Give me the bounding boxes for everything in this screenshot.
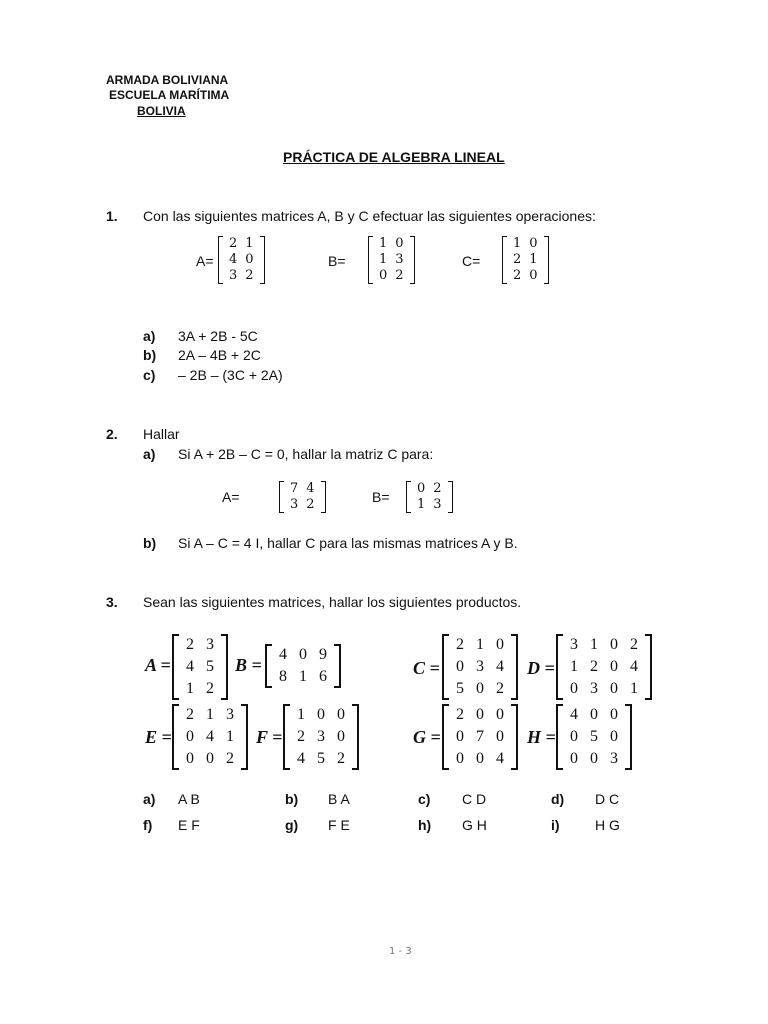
problem-1-text: Con las siguientes matrices A, B y C efectuar las siguientes operaciones:	[143, 208, 596, 224]
product-label: d)	[551, 791, 565, 807]
matrix-row	[375, 268, 408, 284]
matrix-cell: 0	[456, 750, 464, 767]
matrix-cell: 2	[395, 268, 404, 283]
matrix-cell: 8	[279, 668, 287, 685]
matrix-cell: 2	[496, 680, 504, 697]
matrix-row	[450, 704, 510, 726]
matrix-cell: 4	[186, 658, 194, 675]
matrix-cell: 0	[570, 728, 578, 745]
matrix-row	[413, 481, 446, 497]
matrix-cell: 0	[299, 646, 307, 663]
matrix-cell: 1	[513, 236, 522, 251]
product-text: C D	[462, 791, 487, 807]
matrix-cell: 0	[610, 728, 618, 745]
matrix-row	[291, 704, 351, 726]
product-text: B A	[328, 791, 350, 807]
matrix-cell: 5	[206, 658, 214, 675]
country-name: BOLIVIA	[137, 104, 186, 118]
matrix-cell: 5	[590, 728, 598, 745]
item-label: c)	[143, 367, 156, 383]
product-text: G H	[462, 817, 487, 833]
product-label: h)	[418, 817, 432, 833]
matrix-row	[286, 497, 319, 513]
matrix-cell: 0	[610, 706, 618, 723]
matrix-row	[273, 666, 333, 688]
matrix-cell: 1	[245, 236, 254, 251]
matrix-cell: 7	[476, 728, 484, 745]
matrix-cell: 4	[496, 750, 504, 767]
matrix-cell: 3	[226, 706, 234, 723]
matrix-cell: 0	[476, 706, 484, 723]
matrix-cell: 0	[610, 636, 618, 653]
matrix-cell: 0	[317, 706, 325, 723]
matrix-d-label: D =	[527, 658, 555, 678]
matrix-cell: 0	[590, 750, 598, 767]
matrix-cell: 4	[306, 481, 315, 496]
matrix-cell: 1	[206, 706, 214, 723]
matrix-row	[225, 236, 258, 252]
product-label: c)	[418, 791, 431, 807]
page-number: 1 - 3	[389, 946, 412, 957]
matrix-e-label: E =	[145, 727, 172, 747]
matrix-row	[450, 656, 510, 678]
matrix-cell: 1	[186, 680, 194, 697]
matrix-row	[564, 748, 624, 770]
matrix-cell: 3	[590, 680, 598, 697]
matrix-cell: 2	[306, 497, 315, 512]
matrix-cell: 0	[417, 481, 426, 496]
matrix-c	[442, 634, 518, 700]
item-text: 3A + 2B - 5C	[178, 328, 258, 344]
matrix-row	[450, 748, 510, 770]
matrix-row	[180, 634, 220, 656]
matrix-row	[450, 678, 510, 700]
matrix-cell: 4	[570, 706, 578, 723]
matrix-cell: 0	[529, 268, 538, 283]
product-text: H G	[595, 817, 620, 833]
matrix-cell: 0	[570, 680, 578, 697]
matrix-cell: 0	[337, 728, 345, 745]
matrix-cell: 3	[476, 658, 484, 675]
problem-2-number: 2.	[106, 426, 118, 442]
matrix-cell: 2	[229, 236, 238, 251]
matrix-cell: 2	[337, 750, 345, 767]
matrix-cell: 1	[299, 668, 307, 685]
matrix-row	[375, 252, 408, 268]
matrix-a	[279, 481, 326, 513]
matrix-cell: 0	[496, 706, 504, 723]
matrix-cell: 0	[206, 750, 214, 767]
matrix-cell: 2	[206, 680, 214, 697]
matrix-cell: 0	[496, 636, 504, 653]
matrix-b	[406, 481, 453, 513]
product-text: E F	[178, 817, 200, 833]
matrix-row	[450, 634, 510, 656]
matrix-cell: 2	[226, 750, 234, 767]
matrix-cell: 2	[186, 706, 194, 723]
matrix-cell: 0	[186, 728, 194, 745]
matrix-cell: 2	[456, 706, 464, 723]
matrix-cell: 1	[476, 636, 484, 653]
problem-2-text: Hallar	[143, 426, 180, 442]
matrix-cell: 3	[290, 497, 299, 512]
item-text: Si A + 2B – C = 0, hallar la matriz C para:	[178, 446, 434, 462]
matrix-cell: 2	[590, 658, 598, 675]
product-text: D C	[595, 791, 620, 807]
matrix-cell: 1	[379, 252, 388, 267]
matrix-row	[564, 656, 644, 678]
item-label: a)	[143, 446, 156, 462]
matrix-cell: 2	[186, 636, 194, 653]
matrix-row	[375, 236, 408, 252]
matrix-row	[450, 726, 510, 748]
matrix-cell: 1	[379, 236, 388, 251]
matrix-cell: 7	[290, 481, 299, 496]
matrix-b-label: B=	[372, 489, 390, 505]
matrix-row	[180, 704, 240, 726]
matrix-f-label: F =	[256, 727, 283, 747]
product-label: i)	[551, 817, 560, 833]
matrix-row	[225, 252, 258, 268]
matrix-c-label: C =	[413, 658, 440, 678]
matrix-b-label: B=	[328, 253, 346, 269]
matrix-row	[564, 678, 644, 700]
item-text: Si A – C = 4 I, hallar C para las mismas matrices A y B.	[178, 535, 518, 551]
matrix-row	[286, 481, 319, 497]
matrix-cell: 3	[206, 636, 214, 653]
matrix-cell: 4	[630, 658, 638, 675]
matrix-cell: 1	[529, 252, 538, 267]
matrix-row	[509, 268, 542, 284]
matrix-row	[291, 726, 351, 748]
matrix-cell: 0	[245, 252, 254, 267]
matrix-cell: 0	[476, 680, 484, 697]
matrix-cell: 3	[395, 252, 404, 267]
matrix-g-label: G =	[413, 727, 441, 747]
product-label: f)	[143, 817, 153, 833]
matrix-cell: 2	[513, 252, 522, 267]
matrix-row	[564, 704, 624, 726]
matrix-row	[180, 678, 220, 700]
matrix-cell: 1	[630, 680, 638, 697]
matrix-cell: 1	[226, 728, 234, 745]
problem-1-number: 1.	[106, 208, 118, 224]
matrix-h	[556, 704, 632, 770]
problem-3-text: Sean las siguientes matrices, hallar los siguientes productos.	[143, 594, 522, 610]
matrix-cell: 4	[229, 252, 238, 267]
matrix-cell: 0	[610, 658, 618, 675]
matrix-a-label: A=	[222, 489, 240, 505]
matrix-a	[172, 634, 228, 700]
matrix-a-label: A =	[145, 655, 171, 675]
matrix-b	[265, 644, 341, 688]
product-text: F E	[328, 817, 350, 833]
matrix-cell: 3	[433, 497, 442, 512]
matrix-b	[368, 236, 415, 284]
matrix-cell: 2	[456, 636, 464, 653]
matrix-cell: 5	[317, 750, 325, 767]
matrix-cell: 2	[630, 636, 638, 653]
matrix-cell: 0	[570, 750, 578, 767]
matrix-cell: 1	[417, 497, 426, 512]
matrix-cell: 4	[297, 750, 305, 767]
matrix-row	[564, 634, 644, 656]
matrix-cell: 2	[245, 268, 254, 283]
problem-3-number: 3.	[106, 594, 118, 610]
matrix-c	[502, 236, 549, 284]
matrix-e	[172, 704, 248, 770]
item-label: b)	[143, 347, 157, 363]
matrix-cell: 0	[590, 706, 598, 723]
matrix-row	[291, 748, 351, 770]
matrix-cell: 0	[496, 728, 504, 745]
matrix-cell: 4	[206, 728, 214, 745]
matrix-row	[273, 644, 333, 666]
matrix-row	[509, 252, 542, 268]
item-label: b)	[143, 535, 157, 551]
item-label: a)	[143, 328, 156, 344]
matrix-cell: 0	[186, 750, 194, 767]
item-text: – 2B – (3C + 2A)	[178, 367, 283, 383]
matrix-cell: 0	[529, 236, 538, 251]
matrix-cell: 4	[279, 646, 287, 663]
matrix-cell: 3	[317, 728, 325, 745]
matrix-row	[509, 236, 542, 252]
matrix-c-label: C=	[462, 253, 481, 269]
item-text: 2A – 4B + 2C	[178, 347, 261, 363]
matrix-cell: 3	[570, 636, 578, 653]
matrix-row	[225, 268, 258, 284]
matrix-f	[283, 704, 359, 770]
matrix-row	[180, 656, 220, 678]
matrix-cell: 2	[513, 268, 522, 283]
matrix-cell: 3	[229, 268, 238, 283]
matrix-a	[218, 236, 265, 284]
matrix-row	[564, 726, 624, 748]
product-label: g)	[285, 817, 299, 833]
matrix-h-label: H =	[527, 727, 556, 747]
matrix-row	[413, 497, 446, 513]
matrix-cell: 5	[456, 680, 464, 697]
matrix-cell: 3	[610, 750, 618, 767]
institution-name: ARMADA BOLIVIANA	[106, 73, 229, 87]
matrix-cell: 2	[433, 481, 442, 496]
product-text: A B	[178, 791, 200, 807]
matrix-cell: 0	[395, 236, 404, 251]
matrix-cell: 1	[297, 706, 305, 723]
matrix-g	[442, 704, 518, 770]
product-label: a)	[143, 791, 156, 807]
matrix-cell: 0	[337, 706, 345, 723]
matrix-cell: 0	[456, 658, 464, 675]
matrix-d	[556, 634, 652, 700]
matrix-cell: 1	[570, 658, 578, 675]
matrix-cell: 0	[610, 680, 618, 697]
product-label: b)	[285, 791, 299, 807]
matrix-cell: 1	[590, 636, 598, 653]
matrix-cell: 4	[496, 658, 504, 675]
matrix-b-label: B =	[235, 655, 262, 675]
matrix-cell: 0	[456, 728, 464, 745]
matrix-cell: 2	[297, 728, 305, 745]
matrix-row	[180, 748, 240, 770]
matrix-cell: 9	[319, 646, 327, 663]
page-title: PRÁCTICA DE ALGEBRA LINEAL	[283, 149, 505, 165]
matrix-cell: 0	[379, 268, 388, 283]
matrix-cell: 0	[476, 750, 484, 767]
matrix-cell: 6	[319, 668, 327, 685]
school-name: ESCUELA MARÍTIMA	[109, 88, 230, 102]
matrix-a-label: A=	[196, 253, 214, 269]
matrix-row	[180, 726, 240, 748]
